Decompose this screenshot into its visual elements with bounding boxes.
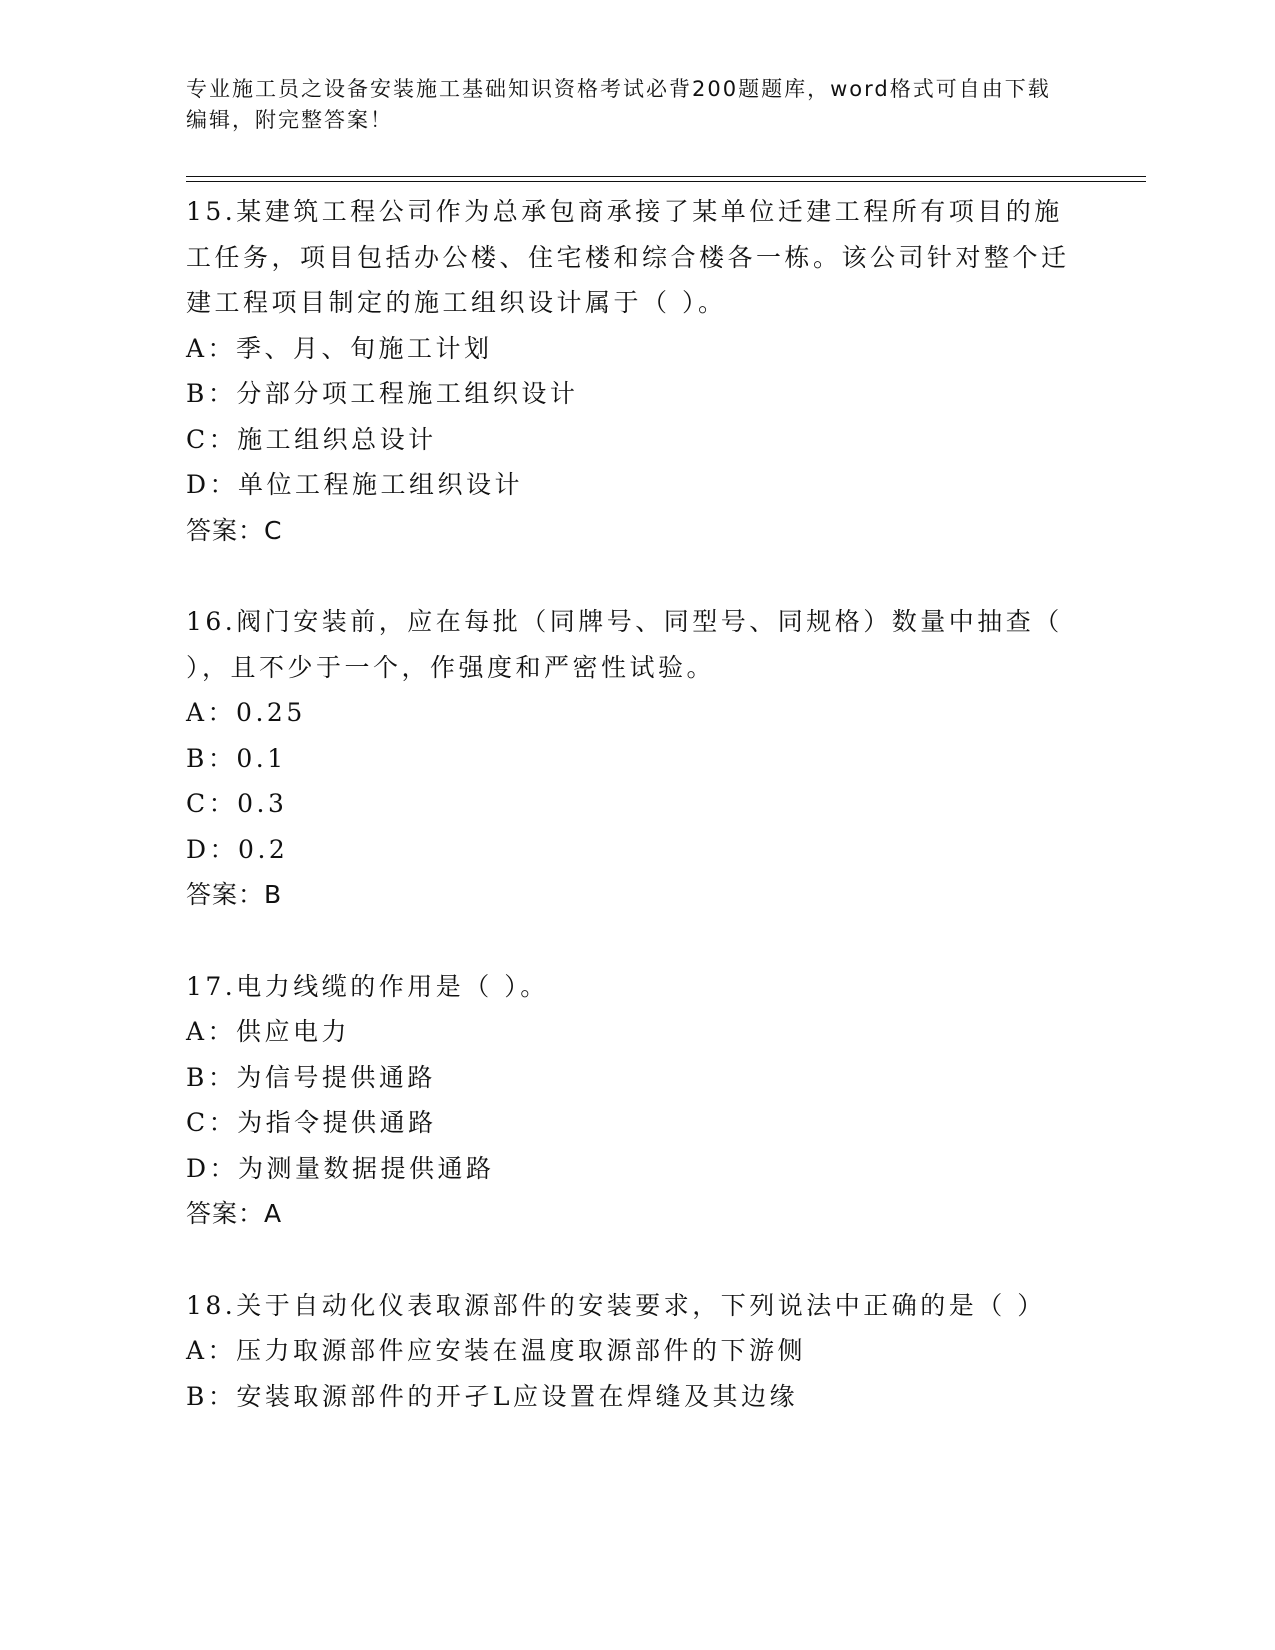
question-17 [186, 964, 1086, 1237]
option-b: B：分部分项工程施工组织设计 [186, 379, 579, 408]
option-c: C：施工组织总设计 [186, 424, 437, 454]
answer: 答案：A [186, 1199, 283, 1228]
question-16 [186, 599, 1086, 918]
option-b: B：安装取源部件的开孑L应设置在焊缝及其边缘 [186, 1381, 798, 1411]
option-c: C：为指令提供通路 [186, 1108, 437, 1137]
option-d: D：0.2 [186, 834, 289, 864]
option-c: C：0.3 [186, 789, 288, 818]
question-stem: 17.电力线缆的作用是（ ）。 [186, 971, 549, 1001]
option-d: D：为测量数据提供通路 [186, 1153, 495, 1183]
question-stem: 15.某建筑工程公司作为总承包商承接了某单位迁建工程所有项目的施工任务，项目包括办公楼、住宅楼和综合楼各一栋。该公司针对整个迁建工程项目制定的施工组织设计属于（ ）。 [186, 197, 1070, 317]
question-stem: 18.关于自动化仪表取源部件的安装要求，下列说法中正确的是（ ） [186, 1290, 1046, 1320]
header-rule-top [186, 176, 1146, 177]
header-rule-bottom [186, 181, 1146, 182]
option-b: B：为信号提供通路 [186, 1062, 436, 1092]
answer: 答案：C [186, 515, 283, 545]
question-15 [186, 189, 1086, 553]
document-header: 专业施工员之设备安装施工基础知识资格考试必背200题题库，word格式可自由下载编辑，附完整答案！ [186, 77, 1051, 132]
option-a: A：季、月、旬施工计划 [186, 333, 493, 363]
question-list [186, 189, 1086, 1465]
option-a: A：0.25 [186, 698, 306, 727]
option-b: B：0.1 [186, 743, 287, 773]
question-18 [186, 1283, 1086, 1420]
answer: 答案：B [186, 880, 283, 909]
question-stem: 16.阀门安装前，应在每批（同牌号、同型号、同规格）数量中抽查（ ），且不少于一个，作强度和严密性试验。 [186, 607, 1063, 682]
option-a: A：供应电力 [186, 1017, 351, 1046]
option-d: D：单位工程施工组织设计 [186, 470, 524, 499]
option-a: A：压力取源部件应安装在温度取源部件的下游侧 [186, 1336, 807, 1365]
